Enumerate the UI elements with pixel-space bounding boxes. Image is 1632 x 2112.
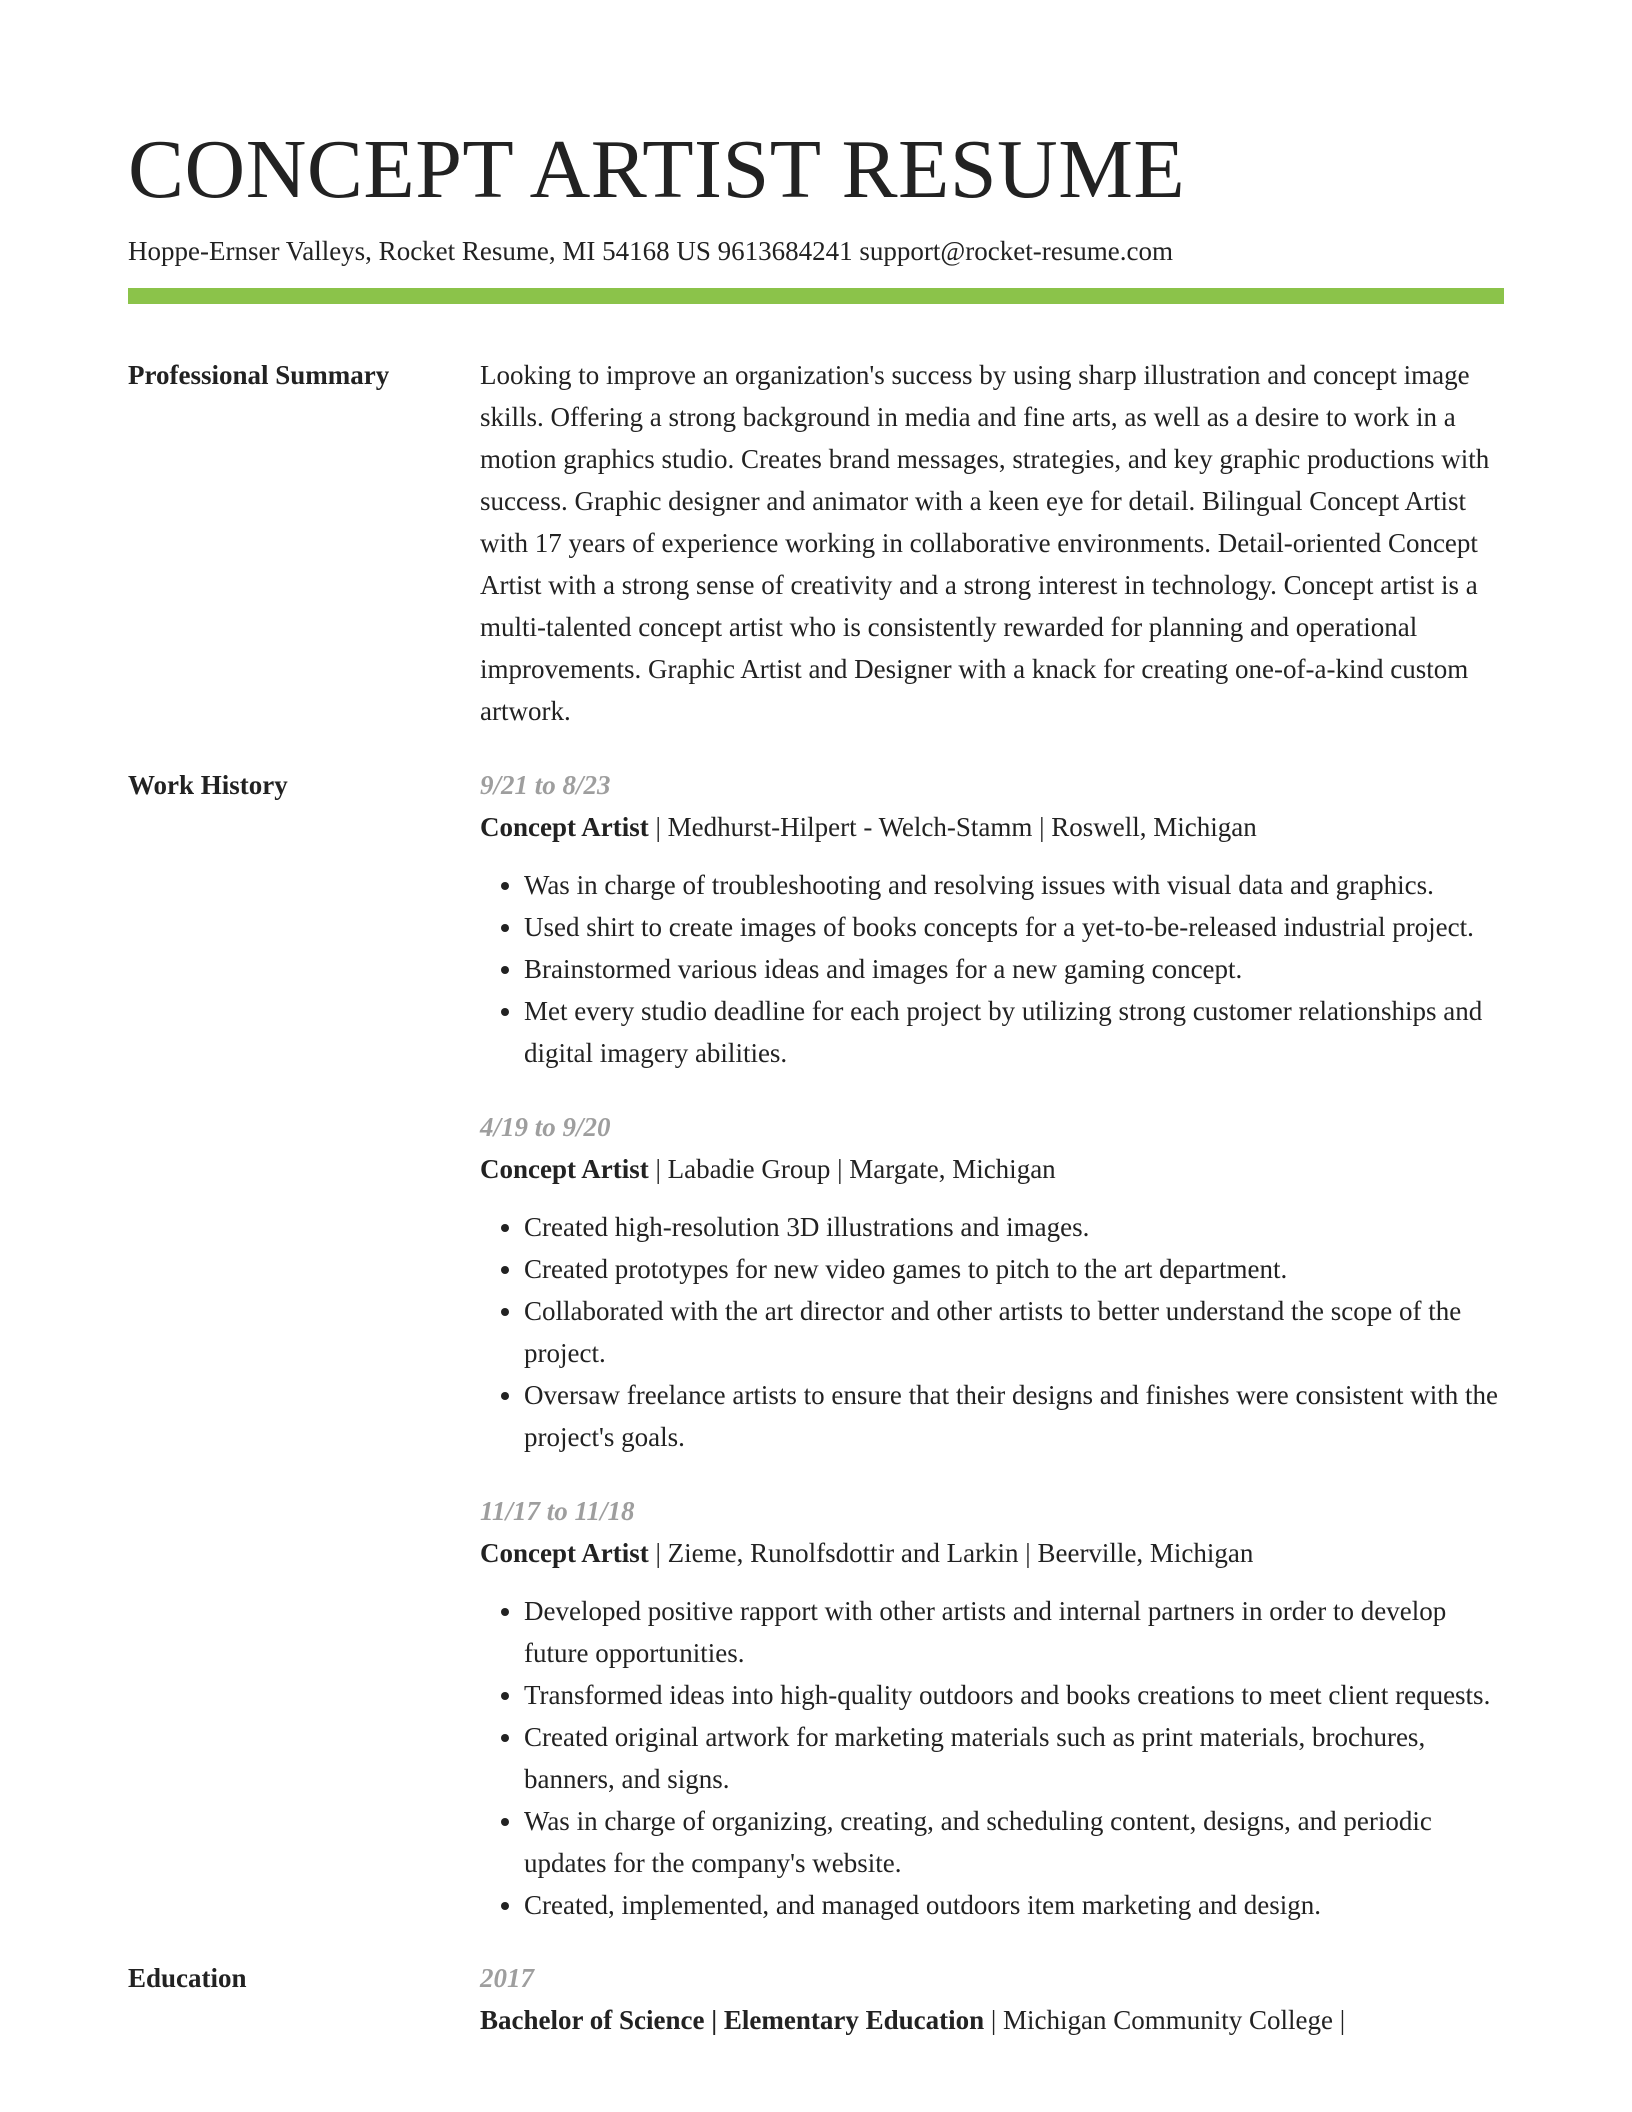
education-year: 2017	[480, 1963, 534, 1993]
job-role: Concept Artist	[480, 812, 649, 842]
summary-text: Looking to improve an organization's success by using sharp illustration and concept image skills. Offering a strong background in media and fine arts, as well as a desire to work in a motion graphics studio. Creates brand messages, strategies, and key graphic productions with success. Graphic designer and animator with a keen eye for detail. Bilingual Concept Artist with 17 years of experience working in collaborative environments. Detail-oriented Concept Artist with a strong sense of creativity and a strong interest in technology. Concept artist is a multi-talented concept artist who is consistently rewarded for planning and operational improvements. Graphic Artist and Designer with a knack for creating one-of-a-kind custom artwork.	[480, 360, 1490, 726]
job-bullets	[480, 864, 1504, 1074]
education-degree: Bachelor of Science | Elementary Education	[480, 2005, 985, 2035]
education-school: | Michigan Community College |	[984, 2005, 1346, 2035]
job-entry	[480, 764, 1504, 1074]
resume-title: CONCEPT ARTIST RESUME	[128, 123, 1186, 216]
job-bullet: • Developed positive rapport with other artists and internal partners in order to develop future opportunities.	[524, 1590, 1504, 1674]
education-degree-line	[480, 1999, 1504, 2041]
job-bullet: • Oversaw freelance artists to ensure that their designs and finishes were consistent with the project's goals.	[524, 1374, 1504, 1458]
job-title-line	[480, 1532, 1504, 1574]
contact-email: support@rocket-resume.com	[859, 236, 1173, 266]
job-company-location: | Zieme, Runolfsdottir and Larkin | Beerville, Michigan	[648, 1538, 1254, 1568]
work-history-list	[480, 764, 1504, 1926]
job-entry	[480, 1490, 1504, 1926]
education-section	[128, 1957, 1504, 2041]
job-entry	[480, 1106, 1504, 1458]
contact-phone: 9613684241	[717, 236, 853, 266]
job-bullets	[480, 1590, 1504, 1926]
job-bullet: • Transformed ideas into high-quality outdoors and books creations to meet client requests.	[524, 1674, 1504, 1716]
resume-page	[128, 118, 1504, 2041]
job-dates: 9/21 to 8/23	[480, 770, 611, 800]
job-bullet: • Brainstormed various ideas and images for a new gaming concept.	[524, 948, 1504, 990]
job-bullet: • Met every studio deadline for each project by utilizing strong customer relationships and digital imagery abilities.	[524, 990, 1504, 1074]
summary-section	[128, 354, 1504, 732]
job-bullet: • Was in charge of organizing, creating, and scheduling content, designs, and periodic updates for the company's website.	[524, 1800, 1504, 1884]
education-list	[480, 1957, 1504, 2041]
job-bullet: • Collaborated with the art director and other artists to better understand the scope of the project.	[524, 1290, 1504, 1374]
job-bullets	[480, 1206, 1504, 1458]
job-dates: 11/17 to 11/18	[480, 1496, 635, 1526]
contact-line	[128, 232, 1504, 270]
work-history-section	[128, 764, 1504, 1926]
job-title-line	[480, 806, 1504, 848]
job-bullet: • Used shirt to create images of books concepts for a yet-to-be-released industrial project.	[524, 906, 1504, 948]
job-bullet: • Created, implemented, and managed outdoors item marketing and design.	[524, 1884, 1504, 1926]
job-bullet: • Created original artwork for marketing materials such as print materials, brochures, banners, and signs.	[524, 1716, 1504, 1800]
work-history-heading: Work History	[128, 770, 288, 800]
job-bullet: • Was in charge of troubleshooting and resolving issues with visual data and graphics.	[524, 864, 1504, 906]
contact-address: Hoppe-Ernser Valleys, Rocket Resume, MI 54168 US	[128, 236, 711, 266]
summary-heading: Professional Summary	[128, 360, 390, 390]
job-role: Concept Artist	[480, 1154, 649, 1184]
education-heading: Education	[128, 1963, 247, 1993]
job-role: Concept Artist	[480, 1538, 649, 1568]
job-dates: 4/19 to 9/20	[480, 1112, 611, 1142]
job-bullet: • Created prototypes for new video games to pitch to the art department.	[524, 1248, 1504, 1290]
job-bullet: • Created high-resolution 3D illustrations and images.	[524, 1206, 1504, 1248]
job-company-location: | Labadie Group | Margate, Michigan	[648, 1154, 1056, 1184]
job-company-location: | Medhurst-Hilpert - Welch-Stamm | Roswell, Michigan	[648, 812, 1257, 842]
job-title-line	[480, 1148, 1504, 1190]
accent-divider	[128, 288, 1504, 304]
